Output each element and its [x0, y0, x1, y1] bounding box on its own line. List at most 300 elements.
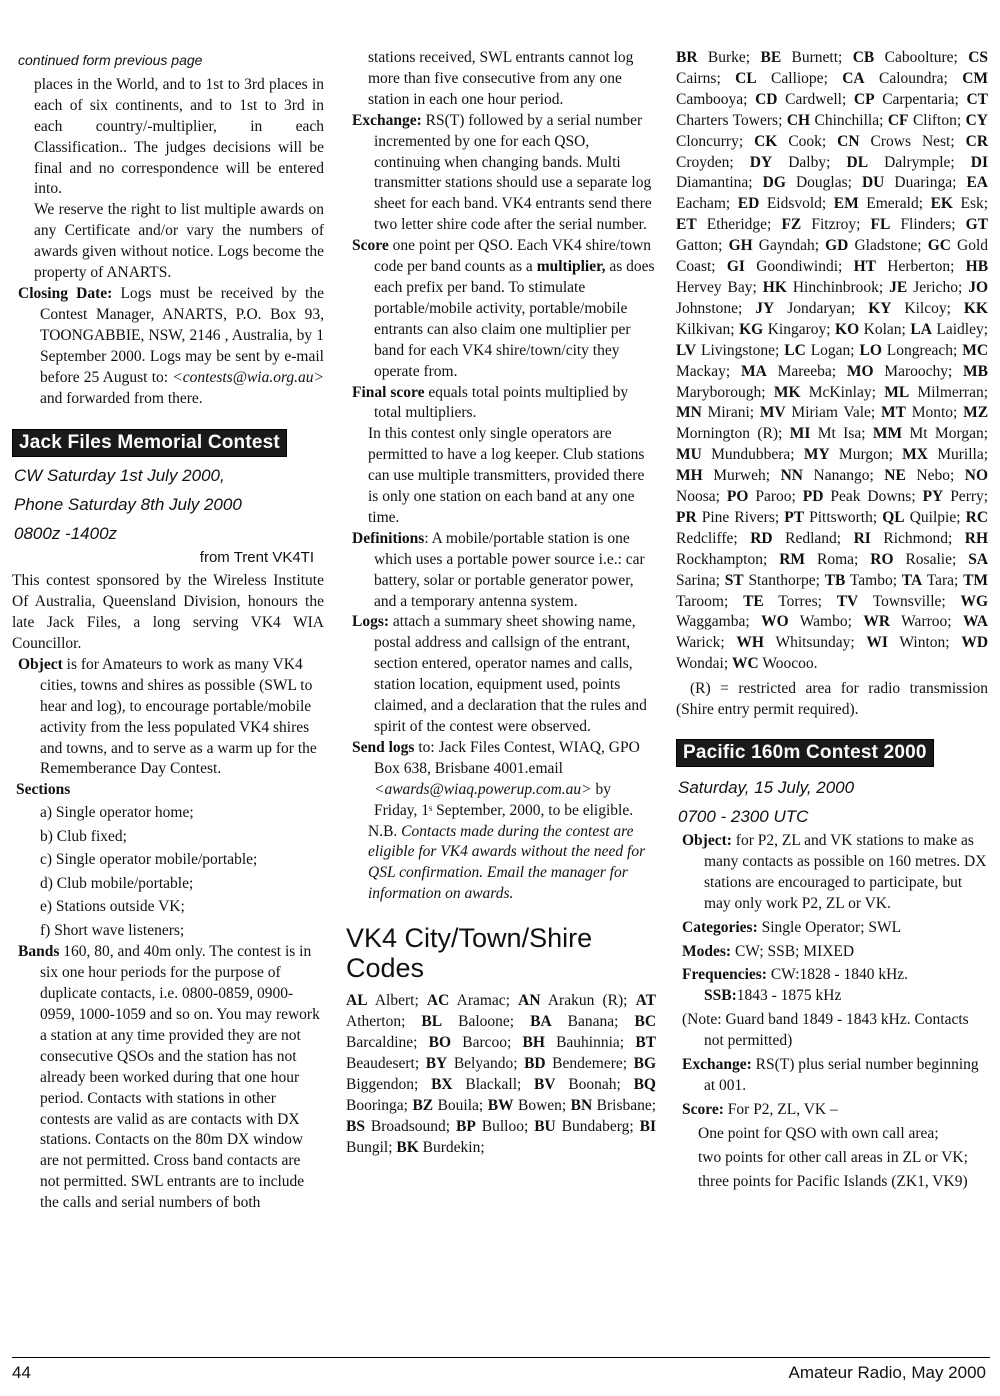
- shire-code: CF: [887, 111, 909, 129]
- shire-code: KG: [739, 320, 764, 338]
- shire-name: Diamantina;: [676, 174, 753, 192]
- shire-code: BY: [425, 1054, 448, 1072]
- shire-code: JE: [889, 278, 908, 296]
- exchange-paragraph: [346, 111, 656, 236]
- shire-code: ED: [737, 195, 760, 213]
- shire-code: CS: [968, 49, 989, 66]
- closing-date-text: Logs must be received by the Contest Manager, ANARTS, P.O. Box 93, TOONGABBIE, NSW, 2146 , Australia, by 1 September 2000. Logs may be sent by e-mail before 25 August to:: [40, 284, 324, 386]
- shire-name: Charters Towers;: [676, 111, 783, 129]
- shire-code: BR: [676, 49, 698, 66]
- categories-paragraph: [676, 918, 988, 939]
- shire-name: Logan;: [810, 341, 855, 359]
- shire-name: Eacham;: [676, 195, 731, 213]
- shire-code: BX: [431, 1075, 453, 1093]
- shire-code: DG: [762, 174, 786, 192]
- shire-code: CN: [837, 132, 860, 150]
- intro-paragraph: This contest sponsored by the Wireless Institute Of Australia, Queensland Division, honours the late Jack Files, a long serving VK4 WIA Councillor.: [12, 572, 324, 653]
- jack-files-phone-date: Phone Saturday 8th July 2000: [14, 495, 242, 515]
- jack-files-banner-wrap: [12, 429, 324, 457]
- shire-name: Stanthorpe;: [748, 571, 820, 589]
- score-item: three points for Pacific Islands (ZK1, VK9): [698, 1172, 968, 1190]
- shire-code: RD: [750, 529, 773, 547]
- shire-code: WR: [863, 613, 891, 631]
- shire-code: BA: [530, 1013, 552, 1031]
- shire-code: TB: [824, 571, 846, 589]
- send-logs-text-1: to: Jack Files Contest, WIAQ, GPO Box 638, Brisbane 4001.email: [374, 738, 640, 777]
- shire-code: NO: [964, 467, 989, 485]
- shire-name: Kilcoy;: [904, 299, 951, 317]
- shire-name: Kingaroy;: [767, 320, 831, 338]
- codes-list-part-1: [346, 991, 656, 1158]
- pacific-object-text: for P2, ZL and VK stations to make as many contacts as possible on 160 metres. DX stations are encouraged to participate, but may only work P2, ZL or VK.: [704, 832, 987, 912]
- shire-code: BH: [522, 1033, 545, 1051]
- shire-code: GI: [726, 258, 745, 276]
- shire-name: Longreach;: [886, 341, 958, 359]
- pacific-score-label: Score:: [682, 1100, 724, 1118]
- shire-name: Hinchinbrook;: [792, 278, 884, 296]
- shire-name: Johnstone;: [676, 299, 743, 317]
- shire-code: LO: [859, 341, 882, 359]
- jack-files-cw-date: CW Saturday 1st July 2000,: [14, 466, 225, 486]
- shire-name: Barcoo;: [462, 1033, 512, 1051]
- shire-code: JO: [968, 278, 989, 296]
- pacific-banner: Pacific 160m Contest 2000: [676, 739, 934, 767]
- score-paragraph: [346, 236, 656, 382]
- shire-name: Warick;: [676, 634, 725, 652]
- nb-text: Contacts made during the contest are eligible for VK4 awards without the need for QSL confirmation. Email the manager for information on awards.: [368, 822, 646, 903]
- shire-code: CD: [755, 90, 778, 108]
- shire-code: CP: [853, 90, 875, 108]
- shire-code: CH: [786, 111, 811, 129]
- byline: from Trent VK4TI: [199, 549, 314, 567]
- shire-code: BD: [524, 1054, 546, 1072]
- shire-code: DL: [846, 153, 869, 171]
- shire-code: TM: [963, 571, 989, 589]
- shire-name: Douglas;: [795, 174, 852, 192]
- shire-code: JY: [755, 299, 775, 317]
- shire-name: Goondiwindi;: [756, 258, 843, 276]
- shire-code: BS: [346, 1117, 365, 1135]
- shire-code: CA: [842, 69, 865, 87]
- shire-name: Pine Rivers;: [701, 508, 780, 526]
- shire-name: Maryborough;: [676, 383, 766, 401]
- shire-code: KO: [835, 320, 860, 338]
- shire-name: Beaudesert;: [346, 1054, 420, 1072]
- section-item: b) Club fixed;: [40, 827, 127, 845]
- frequencies-label: Frequencies:: [682, 966, 767, 984]
- shire-code: MU: [676, 446, 702, 464]
- shire-code: ET: [676, 216, 697, 234]
- shire-name: Gold Coast;: [676, 237, 989, 276]
- frequencies-paragraph: [676, 965, 988, 1007]
- shire-code: FL: [870, 216, 891, 234]
- shire-code: WI: [866, 634, 888, 652]
- shire-name: Murgon;: [838, 446, 893, 464]
- bands-label: Bands: [18, 943, 60, 961]
- pacific-date: Saturday, 15 July, 2000: [678, 778, 855, 797]
- shire-name: Flinders;: [900, 216, 956, 234]
- shire-name: Warroo;: [901, 613, 952, 631]
- closing-date-tail: and forwarded from there.: [40, 389, 203, 407]
- shire-name: Albert;: [374, 992, 419, 1010]
- shire-name: Richmond;: [883, 529, 953, 547]
- shire-code: TA: [901, 571, 923, 589]
- shire-name: Laidley;: [936, 320, 989, 338]
- shire-code: WH: [736, 634, 764, 652]
- shire-code: CB: [852, 49, 875, 66]
- shire-name: Belyando;: [453, 1054, 518, 1072]
- shire-code: GH: [728, 237, 753, 255]
- frequencies-cw: CW:1828 - 1840 kHz.: [770, 966, 909, 984]
- shire-name: Fitzroy;: [811, 216, 861, 234]
- magazine-issue: Amateur Radio, May 2000: [788, 1363, 986, 1382]
- shire-code: MB: [963, 362, 989, 380]
- categories-text: Single Operator; SWL: [761, 918, 902, 936]
- send-logs-text-2: by Friday, 1ˢ September, 2000, to be eligible.: [374, 780, 634, 819]
- object-label: Object: [18, 655, 63, 673]
- shire-code: MI: [789, 425, 811, 443]
- shire-name: Kilkivan;: [676, 320, 735, 338]
- shire-code: MV: [759, 404, 786, 422]
- shire-name: Bowen;: [517, 1096, 567, 1114]
- final-score-label: Final score: [352, 383, 425, 401]
- shire-name: Roma;: [816, 550, 859, 568]
- final-score-text: equals total points multiplied by total multipliers.: [374, 383, 629, 422]
- shire-code: PR: [676, 508, 697, 526]
- score-item: One point for QSO with own call area;: [698, 1124, 939, 1142]
- shire-name: Maroochy;: [884, 362, 953, 380]
- shire-name: Townsville;: [872, 592, 946, 610]
- shire-name: Jericho;: [913, 278, 963, 296]
- shire-code: PT: [784, 508, 805, 526]
- shire-code: MA: [740, 362, 767, 380]
- shire-name: Gladstone;: [854, 237, 922, 255]
- shire-code: FZ: [781, 216, 802, 234]
- shire-code: EA: [966, 174, 988, 192]
- shire-name: Bungil;: [346, 1138, 393, 1156]
- shire-name: Atherton;: [346, 1013, 406, 1031]
- pacific-exchange-label: Exchange:: [682, 1056, 752, 1074]
- nb-label: N.B.: [368, 822, 398, 840]
- shire-name: Blackall;: [465, 1075, 522, 1093]
- shire-name: Calliope;: [771, 69, 828, 87]
- shire-code: PO: [726, 488, 749, 506]
- shire-name: Brisbane;: [596, 1096, 657, 1114]
- shire-name: Eidsvold;: [766, 195, 827, 213]
- shire-name: McKinlay;: [808, 383, 876, 401]
- shire-code: CT: [966, 90, 989, 108]
- shire-name: Cloncurry;: [676, 132, 744, 150]
- shire-name: Mirani;: [707, 404, 755, 422]
- shire-name: Nanango;: [813, 467, 874, 485]
- shire-name: Broadsound;: [370, 1117, 451, 1135]
- bands-text: 160, 80, and 40m only. The contest is in six one hour periods for the purpose of duplicate contacts, i.e. 0800-0859, 0900-0959, 1000-1059 and so on. You may rework a station at any time provided they are not consecutive QSOs and the station has not already been worked during that one hour period. Contacts with stations in other contests are valid as are contacts with DX stations. Contacts on the 80m DX window are not permitted. Cross band contacts are not permitted. SWL entrants are to include the calls and serial numbers of both: [40, 943, 320, 1212]
- object-text: is for Amateurs to work as many VK4 cities, towns and shires as possible (SWL to hear and log), to encourage portable/mobile activity from the less populated VK4 shires and towns, and to serve as a warm up for the Rememberance Day Contest.: [40, 655, 317, 778]
- closing-date-paragraph: [12, 284, 324, 409]
- shire-name: Biggendon;: [346, 1075, 419, 1093]
- shire-code: MT: [880, 404, 906, 422]
- shire-code: TE: [743, 592, 764, 610]
- shire-name: Aramac;: [456, 992, 510, 1010]
- shire-code: BN: [570, 1096, 593, 1114]
- shire-name: Caboolture;: [884, 49, 958, 66]
- reserve-paragraph: We reserve the right to list multiple awards on any Certificate and/or vary the numbers of awards given without notice. Logs become the property of ANARTS.: [34, 201, 324, 282]
- shire-name: Dalrymple;: [884, 153, 955, 171]
- page-number: 44: [12, 1363, 31, 1382]
- shire-name: Rosalie;: [905, 550, 957, 568]
- shire-name: Murweh;: [713, 467, 771, 485]
- shire-name: Duaringa;: [894, 174, 957, 192]
- shire-code: MY: [803, 446, 830, 464]
- score-text-1: one point per QSO. Each VK4 shire/town code per band counts as a: [374, 237, 652, 276]
- shire-name: Miriam Vale;: [791, 404, 876, 422]
- shire-name: Cambooya;: [676, 90, 748, 108]
- shire-name: Kolan;: [863, 320, 906, 338]
- definitions-text: : A mobile/portable station is one which uses a portable power source i.e.: car battery, solar or portable generator power, and a temporary antenna system.: [374, 529, 645, 610]
- shire-name: Dalby;: [788, 153, 831, 171]
- shire-name: Quilpie;: [909, 508, 961, 526]
- section-item: e) Stations outside VK;: [40, 898, 185, 916]
- shire-code: KY: [868, 299, 892, 317]
- shire-name: Gatton;: [676, 237, 723, 255]
- shire-code: DI: [970, 153, 989, 171]
- score-text-2: as does each prefix per band. To stimulate portable/mobile activity, portable/mobile entrants can also claim one multiplier per band for each VK4 shire/town/city they operate from.: [374, 258, 655, 380]
- shire-name: Sarina;: [676, 571, 720, 589]
- shire-code: GT: [965, 216, 989, 234]
- score-items: [676, 1124, 988, 1193]
- send-logs-paragraph: [346, 738, 656, 822]
- shire-name: Banana;: [567, 1013, 619, 1031]
- shire-name: Boonah;: [568, 1075, 621, 1093]
- categories-label: Categories:: [682, 918, 758, 936]
- closing-date-label: Closing Date:: [18, 284, 113, 302]
- shire-code: MO: [846, 362, 874, 380]
- shire-name: Perry;: [950, 488, 989, 506]
- modes-text: CW; SSB; MIXED: [734, 942, 855, 960]
- shire-name: Bundaberg;: [561, 1117, 634, 1135]
- exchange-text: RS(T) followed by a serial number incremented by one for each QSO, continuing when changing bands. Multi transmitter stations should use a separate log sheet for each band. VK4 entrants send there two letter shire code after the serial number.: [374, 111, 652, 234]
- shire-code: BU: [534, 1117, 556, 1135]
- jack-files-time: 0800z -1400z: [14, 524, 118, 544]
- shire-name: Emerald;: [866, 195, 924, 213]
- final-score-paragraph: [346, 383, 656, 425]
- shire-name: Paroo;: [755, 488, 796, 506]
- nb-paragraph: [346, 822, 656, 906]
- shire-name: Cardwell;: [785, 90, 847, 108]
- shire-code: QL: [882, 508, 905, 526]
- shire-name: Winton;: [899, 634, 950, 652]
- multiplier-word: multiplier,: [536, 258, 606, 276]
- shire-code: BP: [456, 1117, 476, 1135]
- pacific-exchange-paragraph: [676, 1055, 988, 1097]
- shire-name: Tambo;: [849, 571, 898, 589]
- shire-code: LV: [676, 341, 697, 359]
- column-1: [12, 48, 324, 1214]
- shire-name: Nebo;: [916, 467, 955, 485]
- shire-code: MM: [872, 425, 903, 443]
- codes-list-part-2: [676, 48, 988, 675]
- shire-name: Mornington (R);: [676, 425, 783, 443]
- shire-code: GD: [825, 237, 849, 255]
- shire-name: Pittsworth;: [809, 508, 878, 526]
- restricted-note: (R) = restricted area for radio transmission (Shire entry permit required).: [676, 680, 988, 719]
- shire-code: WC: [732, 655, 759, 673]
- shire-name: Bendemere;: [552, 1054, 628, 1072]
- shire-code: CM: [962, 69, 989, 87]
- shire-name: Chinchilla;: [814, 111, 884, 129]
- shire-name: Croyden;: [676, 153, 734, 171]
- shire-name: Taroom;: [676, 592, 729, 610]
- shire-code: HB: [965, 258, 989, 276]
- section-item: a) Single operator home;: [40, 804, 194, 822]
- shire-name: Noosa;: [676, 488, 720, 506]
- shire-code: ST: [724, 571, 744, 589]
- shire-name: Burdekin;: [422, 1138, 485, 1156]
- shire-name: Herberton;: [887, 258, 955, 276]
- shire-code: BG: [633, 1054, 657, 1072]
- shire-name: Bauhinnia;: [556, 1033, 625, 1051]
- shire-code: MN: [676, 404, 702, 422]
- shire-name: Bouila;: [437, 1096, 484, 1114]
- shire-code: GC: [927, 237, 951, 255]
- shire-name: Mt Morgan;: [909, 425, 989, 443]
- shire-name: Livingstone;: [701, 341, 780, 359]
- shire-code: AT: [635, 992, 656, 1010]
- shire-code: LC: [784, 341, 806, 359]
- shire-name: Clifton;: [912, 111, 962, 129]
- frequencies-ssb-label: SSB:: [704, 987, 737, 1005]
- shire-name: Peak Downs;: [830, 488, 916, 506]
- shire-code: DY: [749, 153, 773, 171]
- definitions-paragraph: [346, 529, 656, 613]
- shire-name: Booringa;: [346, 1096, 408, 1114]
- shire-code: BK: [396, 1138, 419, 1156]
- shire-code: HT: [853, 258, 876, 276]
- shire-code: CK: [754, 132, 778, 150]
- shire-name: Woocoo.: [762, 655, 818, 673]
- shire-name: Wambo;: [799, 613, 852, 631]
- single-operators-paragraph: In this contest only single operators are permitted to have a log keeper. Club stations can use multiple transmitters, provided there is only one station on each band at any one time.: [368, 425, 645, 526]
- shire-name: Whitsunday;: [775, 634, 855, 652]
- shire-name: Crows Nest;: [870, 132, 955, 150]
- shire-code: EK: [930, 195, 953, 213]
- shire-code: ML: [884, 383, 910, 401]
- contests-email: <contests@wia.org.au>: [172, 368, 325, 386]
- shire-code: RM: [779, 550, 806, 568]
- shire-name: Etheridge;: [706, 216, 772, 234]
- shire-code: BC: [634, 1013, 657, 1031]
- shire-name: Tara;: [926, 571, 959, 589]
- shire-name: Redland;: [785, 529, 842, 547]
- footer-rule: [12, 1357, 990, 1358]
- shire-code: MX: [902, 446, 928, 464]
- pacific-score-paragraph: [676, 1100, 988, 1121]
- shire-code: BO: [428, 1033, 452, 1051]
- shire-code: BW: [487, 1096, 514, 1114]
- shire-name: Mackay;: [676, 362, 731, 380]
- shire-code: AL: [346, 992, 368, 1010]
- frequencies-ssb: 1843 - 1875 kHz: [736, 987, 842, 1005]
- shire-code: CL: [735, 69, 757, 87]
- shire-name: Baloone;: [458, 1013, 515, 1031]
- shire-name: Mundubbera;: [711, 446, 795, 464]
- shire-code: PY: [922, 488, 944, 506]
- shire-code: HK: [762, 278, 787, 296]
- shire-code: WA: [963, 613, 988, 631]
- shire-name: Cook;: [788, 132, 827, 150]
- shire-name: Rockhampton;: [676, 550, 768, 568]
- shire-code: BQ: [633, 1075, 656, 1093]
- send-logs-label: Send logs: [352, 738, 415, 756]
- shire-code: RO: [870, 550, 894, 568]
- guard-band-note: (Note: Guard band 1849 - 1843 kHz. Contacts not permitted): [682, 1011, 969, 1050]
- shire-code: MH: [676, 467, 703, 485]
- shire-name: Barcaldine;: [346, 1033, 418, 1051]
- bands-paragraph: [12, 942, 324, 1214]
- shire-code: NN: [780, 467, 803, 485]
- codes-heading: VK4 City/Town/Shire Codes: [346, 923, 593, 984]
- shire-code: CY: [965, 111, 988, 129]
- shire-code: EM: [833, 195, 859, 213]
- shire-name: Mareeba;: [777, 362, 837, 380]
- shire-code: WD: [961, 634, 989, 652]
- shire-name: Burke;: [707, 49, 751, 66]
- places-paragraph: places in the World, and to 1st to 3rd places in each of six continents, and to 1st to 3rd in each country/-multiplier, in each Classification.. The judges decisions will be final and no correspondence will be entered into.: [34, 75, 324, 198]
- section-item: f) Short wave listeners;: [40, 921, 185, 939]
- stations-continued-paragraph: stations received, SWL entrants cannot log more than five consecutive from any one station in each one hour period.: [368, 49, 634, 108]
- score-label: Score: [352, 237, 389, 255]
- shire-name: Jondaryan;: [787, 299, 856, 317]
- modes-label: Modes:: [682, 942, 732, 960]
- shire-code: RI: [853, 529, 871, 547]
- shire-name: Mt Isa;: [817, 425, 866, 443]
- logs-paragraph: [346, 612, 656, 737]
- shire-code: BZ: [412, 1096, 434, 1114]
- shire-code: BT: [635, 1033, 656, 1051]
- shire-code: WG: [960, 592, 989, 610]
- shire-code: BV: [534, 1075, 556, 1093]
- pacific-object-label: Object:: [682, 832, 732, 849]
- pacific-object-paragraph: [676, 831, 988, 915]
- column-2: [346, 48, 656, 1158]
- pacific-banner-wrap: [676, 739, 988, 767]
- sections-list: [12, 801, 324, 942]
- shire-code: PD: [802, 488, 824, 506]
- shire-code: WO: [761, 613, 789, 631]
- shire-code: BL: [421, 1013, 443, 1031]
- shire-code: DU: [861, 174, 885, 192]
- section-item: c) Single operator mobile/portable;: [40, 851, 258, 869]
- shire-name: Waggamba;: [676, 613, 750, 631]
- pacific-score-text: For P2, ZL, VK –: [727, 1100, 838, 1118]
- shire-name: Monto;: [911, 404, 958, 422]
- shire-code: RC: [965, 508, 989, 526]
- shire-code: KK: [963, 299, 988, 317]
- score-item: two points for other call areas in ZL or VK;: [698, 1148, 968, 1166]
- shire-code: RH: [964, 529, 989, 547]
- exchange-label: Exchange:: [352, 111, 422, 129]
- jack-files-banner: Jack Files Memorial Contest: [12, 429, 287, 457]
- shire-name: Caloundra;: [878, 69, 948, 87]
- shire-code: MZ: [963, 404, 989, 422]
- continued-note: continued form previous page: [18, 52, 203, 68]
- column-3: [676, 48, 988, 1193]
- modes-paragraph: [676, 942, 988, 963]
- shire-code: LA: [910, 320, 932, 338]
- shire-name: Gayndah;: [758, 237, 820, 255]
- shire-name: Redcliffe;: [676, 529, 738, 547]
- shire-code: MK: [773, 383, 801, 401]
